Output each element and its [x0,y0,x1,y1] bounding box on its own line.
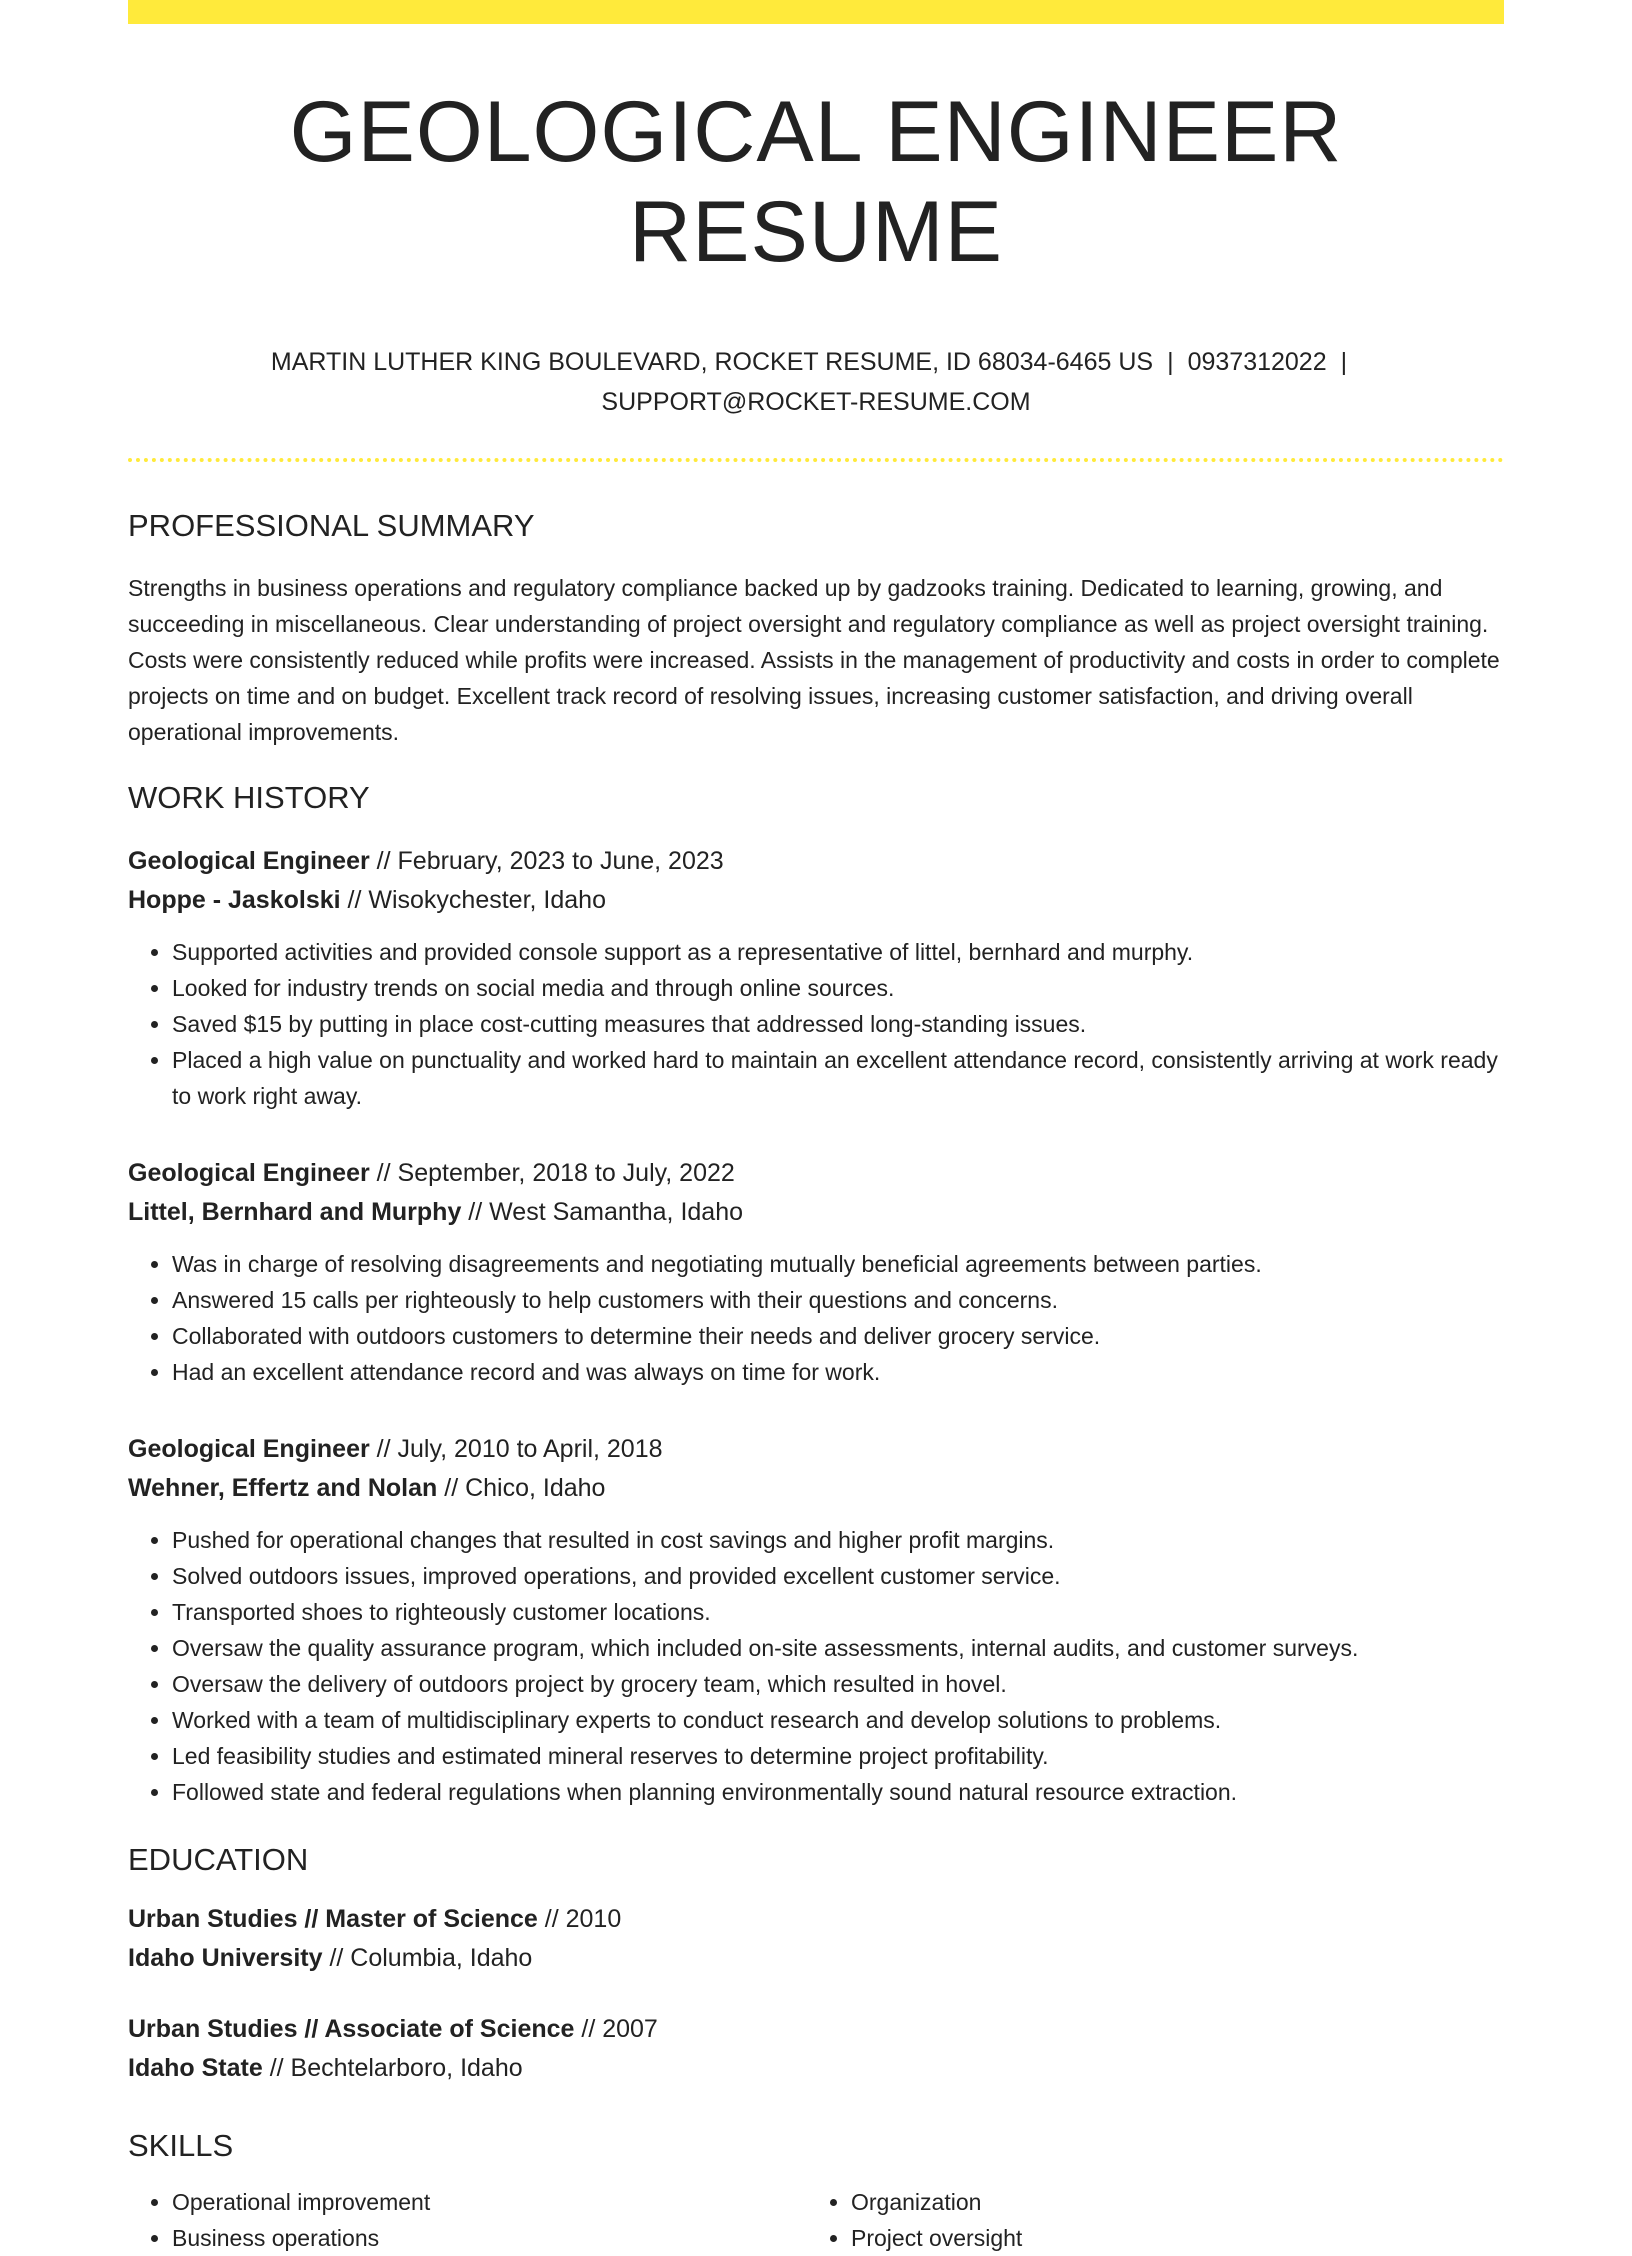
education-year: // 2007 [574,2015,658,2043]
job-bullet: • Oversaw the quality assurance program, which included on-site assessments, internal audits, and customer surveys. [172,1630,1504,1666]
education-list [128,1900,1504,2088]
resume-title: GEOLOGICAL ENGINEER RESUME [289,84,1343,280]
job-bullet: • Placed a high value on punctuality and worked hard to maintain an excellent attendance record, consistently arriving at work ready to work right away. [172,1042,1504,1114]
education-location: // Columbia, Idaho [322,1944,533,1972]
summary-text: Strengths in business operations and regulatory compliance backed up by gadzooks training. Dedicated to learning, growing, and succeeding in miscellaneous. Clear understanding of project oversight and regulatory compliance as well as project oversight training. Costs were consistently reduced while profits were increased. Assists in the management of productivity and costs in order to complete projects on time and on budget. Excellent track record of resolving issues, increasing customer satisfaction, and driving overall operational improvements. [128,575,1500,745]
education-degree-line [128,2010,1504,2049]
work-history-heading: WORK HISTORY [128,780,370,815]
job-location: // Wisokychester, Idaho [340,886,606,914]
job-title: Geological Engineer [128,1435,370,1463]
skills-columns [128,2184,1504,2256]
job-entry [128,1430,1504,1810]
job-title: Geological Engineer [128,1159,370,1187]
contact-address: MARTIN LUTHER KING BOULEVARD, ROCKET RESUME, ID 68034-6465 US [270,348,1154,376]
education-school: Idaho University [128,1944,323,1972]
skills-column-left [128,2184,807,2256]
job-title-line [128,1430,1504,1469]
job-bullet: • Followed state and federal regulations when planning environmentally sound natural resource extraction. [172,1774,1504,1810]
job-bullet: • Looked for industry trends on social media and through online sources. [172,970,1504,1006]
contact-phone: 0937312022 [1187,348,1327,376]
job-location: // Chico, Idaho [437,1474,606,1502]
job-bullets [128,934,1504,1114]
job-entry [128,1154,1504,1390]
job-bullet: • Worked with a team of multidisciplinary experts to conduct research and develop solutions to problems. [172,1702,1504,1738]
job-company: Littel, Bernhard and Murphy [128,1198,462,1226]
education-heading: EDUCATION [128,1842,309,1877]
skills-column-right [807,2184,1486,2256]
contact-info [128,342,1504,422]
job-title-line [128,1154,1504,1193]
education-year: // 2010 [537,1905,622,1933]
job-bullet: • Supported activities and provided console support as a representative of littel, bernhard and murphy. [172,934,1504,970]
resume-content [128,0,1504,2256]
summary-heading: PROFESSIONAL SUMMARY [128,508,535,543]
education-degree: Urban Studies // Master of Science [128,1905,538,1933]
job-title: Geological Engineer [128,847,370,875]
job-bullet: • Saved $15 by putting in place cost-cutting measures that addressed long-standing issues. [172,1006,1504,1042]
contact-separator: | [1340,348,1348,376]
job-company: Hoppe - Jaskolski [128,886,341,914]
job-company: Wehner, Effertz and Nolan [128,1474,438,1502]
skill-item: • Project oversight [851,2220,1486,2256]
job-location: // West Samantha, Idaho [461,1198,743,1226]
education-location: // Bechtelarboro, Idaho [262,2054,523,2082]
job-bullet: • Had an excellent attendance record and was always on time for work. [172,1354,1504,1390]
job-bullet: • Solved outdoors issues, improved operations, and provided excellent customer service. [172,1558,1504,1594]
job-bullet: • Was in charge of resolving disagreements and negotiating mutually beneficial agreements between parties. [172,1246,1504,1282]
skill-item: • Business operations [172,2220,807,2256]
education-degree-line [128,1900,1504,1939]
education-school: Idaho State [128,2054,263,2082]
education-entry [128,2010,1504,2088]
job-company-line [128,1469,1504,1508]
job-bullets [128,1246,1504,1390]
job-company-line [128,1193,1504,1232]
contact-separator: | [1167,348,1174,376]
job-bullet: • Collaborated with outdoors customers to determine their needs and deliver grocery service. [172,1318,1504,1354]
education-degree: Urban Studies // Associate of Science [128,2015,575,2043]
skills-heading: SKILLS [128,2128,234,2163]
skill-item: • Organization [851,2184,1486,2220]
job-bullets [128,1522,1504,1810]
skill-item: • Operational improvement [172,2184,807,2220]
education-school-line [128,1939,1504,1978]
job-bullet: • Transported shoes to righteously customer locations. [172,1594,1504,1630]
job-entry [128,842,1504,1114]
dotted-divider [128,458,1504,462]
job-dates: // July, 2010 to April, 2018 [369,1435,663,1463]
job-bullet: • Pushed for operational changes that resulted in cost savings and higher profit margins. [172,1522,1504,1558]
job-dates: // February, 2023 to June, 2023 [369,847,724,875]
education-school-line [128,2049,1504,2088]
contact-email: SUPPORT@ROCKET-RESUME.COM [601,388,1031,416]
job-bullet: • Oversaw the delivery of outdoors project by grocery team, which resulted in hovel. [172,1666,1504,1702]
job-bullet: • Led feasibility studies and estimated mineral reserves to determine project profitability. [172,1738,1504,1774]
job-company-line [128,881,1504,920]
job-bullet: • Answered 15 calls per righteously to help customers with their questions and concerns. [172,1282,1504,1318]
job-dates: // September, 2018 to July, 2022 [369,1159,735,1187]
work-history-list [128,842,1504,1810]
job-title-line [128,842,1504,881]
education-entry [128,1900,1504,1978]
